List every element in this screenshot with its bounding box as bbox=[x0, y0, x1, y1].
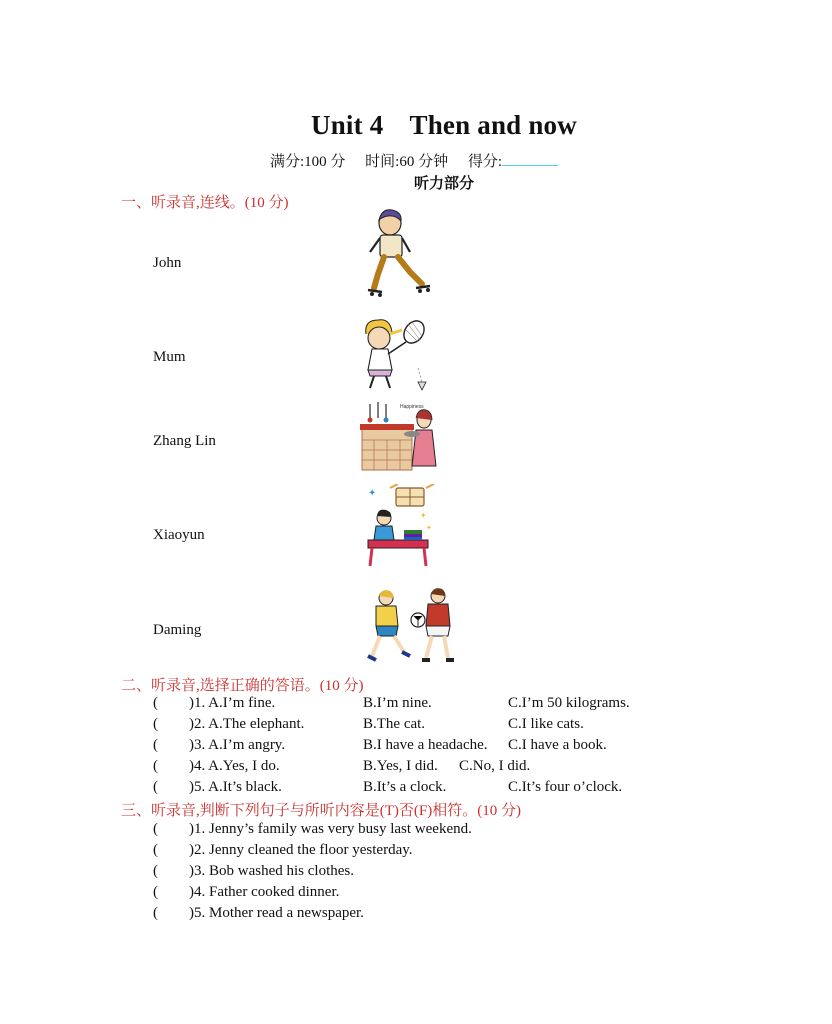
time-limit: 时间:60 分钟 bbox=[365, 154, 449, 170]
answer-paren[interactable]: ( bbox=[153, 737, 158, 753]
svg-text:✦: ✦ bbox=[420, 511, 427, 520]
score-blank[interactable] bbox=[502, 151, 558, 166]
answer-paren[interactable]: ( bbox=[153, 695, 158, 711]
boy-skating-picture bbox=[360, 206, 440, 298]
child-homework-picture bbox=[360, 484, 440, 568]
option-c: C.I’m 50 kilograms. bbox=[508, 695, 630, 711]
option-a: )5. A.It’s black. bbox=[189, 779, 282, 795]
option-c: C.I like cats. bbox=[508, 716, 584, 732]
answer-paren[interactable]: ( bbox=[153, 821, 158, 837]
statement-text: )1. Jenny’s family was very busy last weekend. bbox=[189, 821, 472, 837]
judge-row bbox=[153, 861, 354, 882]
option-a: )1. A.I’m fine. bbox=[189, 695, 276, 711]
girl-badminton-picture bbox=[360, 316, 430, 392]
name-mum: Mum bbox=[153, 349, 186, 365]
answer-paren[interactable]: ( bbox=[153, 905, 158, 921]
page-title bbox=[0, 110, 832, 141]
part-heading: 听力部分 bbox=[413, 176, 474, 192]
statement-text: )2. Jenny cleaned the floor yesterday. bbox=[189, 842, 413, 858]
svg-text:✦: ✦ bbox=[426, 524, 432, 532]
option-b: B.It’s a clock. bbox=[363, 779, 447, 795]
score-label: 得分: bbox=[467, 154, 503, 170]
option-b: B.Yes, I did. bbox=[363, 758, 438, 774]
answer-paren[interactable]: ( bbox=[153, 863, 158, 879]
statement-text: )5. Mother read a newspaper. bbox=[189, 905, 364, 921]
name-zhang-lin: Zhang Lin bbox=[153, 433, 216, 449]
name-xiaoyun: Xiaoyun bbox=[153, 527, 205, 543]
answer-paren[interactable]: ( bbox=[153, 716, 158, 732]
option-c: C.It’s four o’clock. bbox=[508, 779, 623, 795]
section2-heading: 二、听录音,选择正确的答语。(10 分) bbox=[121, 678, 364, 694]
judge-row bbox=[153, 882, 339, 903]
option-a: )2. A.The elephant. bbox=[189, 716, 305, 732]
title-unit: Unit 4 bbox=[311, 110, 384, 140]
option-c: C.No, I did. bbox=[459, 758, 531, 774]
section1-heading: 一、听录音,连线。(10 分) bbox=[121, 195, 289, 211]
judge-row bbox=[153, 840, 413, 861]
svg-text:✦: ✦ bbox=[368, 488, 377, 499]
name-john: John bbox=[153, 255, 182, 271]
judge-row bbox=[153, 903, 364, 924]
exam-meta bbox=[270, 150, 574, 171]
answer-paren[interactable]: ( bbox=[153, 884, 158, 900]
answer-paren[interactable]: ( bbox=[153, 842, 158, 858]
option-b: B.I’m nine. bbox=[363, 695, 432, 711]
statement-text: )3. Bob washed his clothes. bbox=[189, 863, 354, 879]
choice-row bbox=[153, 777, 622, 798]
judge-row bbox=[153, 819, 472, 840]
choice-row bbox=[153, 735, 607, 756]
answer-paren[interactable]: ( bbox=[153, 758, 158, 774]
choice-row bbox=[153, 756, 530, 777]
choice-row bbox=[153, 693, 630, 714]
full-score: 满分:100 分 bbox=[270, 154, 346, 170]
svg-text:Happiness: Happiness bbox=[400, 404, 424, 410]
option-b: B.I have a headache. bbox=[363, 737, 488, 753]
woman-cooking-picture bbox=[360, 398, 440, 472]
option-b: B.The cat. bbox=[363, 716, 426, 732]
choice-row bbox=[153, 714, 584, 735]
option-a: )4. A.Yes, I do. bbox=[189, 758, 280, 774]
option-c: C.I have a book. bbox=[508, 737, 607, 753]
section3-heading: 三、听录音,判断下列句子与所听内容是(T)否(F)相符。(10 分) bbox=[121, 803, 521, 819]
boys-football-picture bbox=[360, 586, 460, 666]
name-daming: Daming bbox=[153, 622, 202, 638]
title-name: Then and now bbox=[409, 110, 577, 140]
statement-text: )4. Father cooked dinner. bbox=[189, 884, 340, 900]
option-a: )3. A.I’m angry. bbox=[189, 737, 286, 753]
answer-paren[interactable]: ( bbox=[153, 779, 158, 795]
